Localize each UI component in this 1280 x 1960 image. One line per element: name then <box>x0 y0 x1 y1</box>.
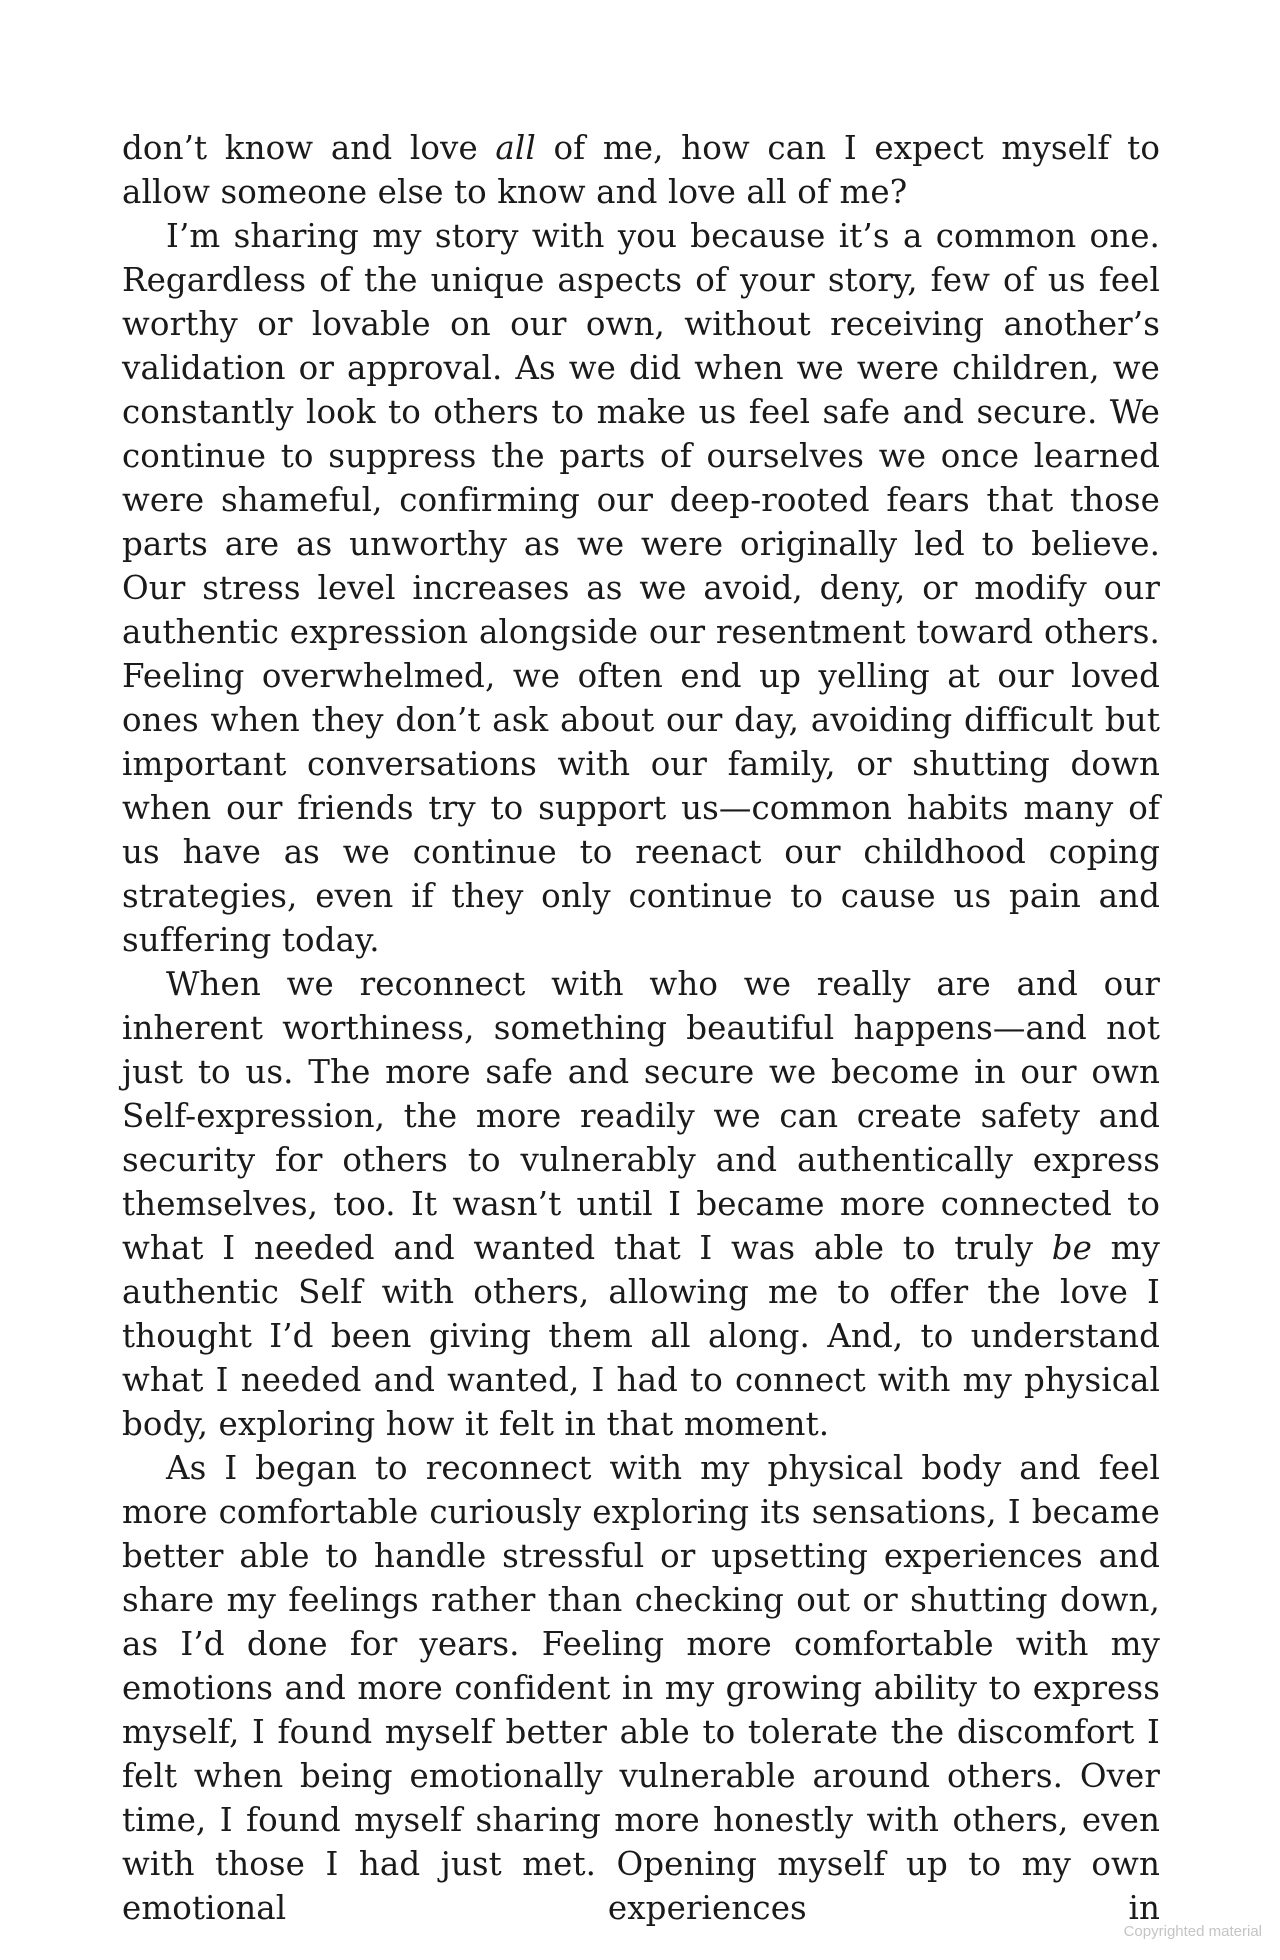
paragraph-3 <box>122 962 1160 1446</box>
body-text <box>122 126 1160 1930</box>
paragraph-3-start: When we reconnect with who we really are and our inherent worthiness, something beautiful happens—and not just to us. The more safe and secure we become in our own Self-expression, the more readily we can create safety and security for others to vulnerably and authentically express themselves, too. It wasn’t until I became more connected to what I needed and wanted that I was able to truly <box>122 965 1160 1267</box>
paragraph-1-end: of me, how can I expect myself to allow someone else to know and love all of me? <box>122 129 1160 211</box>
copyright-watermark: Copyrighted material <box>1123 1923 1262 1940</box>
paragraph-2: I’m sharing my story with you because it’s a common one. Regardless of the unique aspects of your story, few of us feel worthy or lovable on our own, without receiving another’s validation or approval. As we did when we were children, we constantly look to others to make us feel safe and secure. We continue to suppress the parts of ourselves we once learned were shameful, confirming our deep-rooted fears that those parts are as unworthy as we were originally led to believe. Our stress level increases as we avoid, deny, or modify our authentic expression alongside our resentment toward others. Feeling overwhelmed, we often end up yelling at our loved ones when they don’t ask about our day, avoiding difficult but important conversations with our family, or shutting down when our friends try to support us—common habits many of us have as we continue to reenact our childhood coping strategies, even if they only continue to cause us pain and suffering today. <box>122 217 1160 959</box>
paragraph-3-end: my authentic Self with others, allowing me to offer the love I thought I’d been giving them all along. And, to understand what I needed and wanted, I had to connect with my physical body, exploring how it felt in that moment. <box>122 1229 1160 1443</box>
paragraph-1 <box>122 126 1160 214</box>
paragraph-4: As I began to reconnect with my physical body and feel more comfortable curiously exploring its sensations, I became better able to handle stressful or upsetting experiences and share my feelings rather than checking out or shutting down, as I’d done for years. Feeling more comfortable with my emotions and more confident in my growing ability to express myself, I found myself better able to tolerate the discomfort I felt when being emotionally vulnerable around others. Over time, I found myself sharing more honestly with others, even with those I had just met. Opening myself up to my own emotional experiences in <box>122 1449 1160 1927</box>
emphasis-be: be <box>1051 1229 1092 1267</box>
paragraph-1-start: don’t know and love <box>122 129 496 167</box>
emphasis-all: all <box>495 129 536 167</box>
